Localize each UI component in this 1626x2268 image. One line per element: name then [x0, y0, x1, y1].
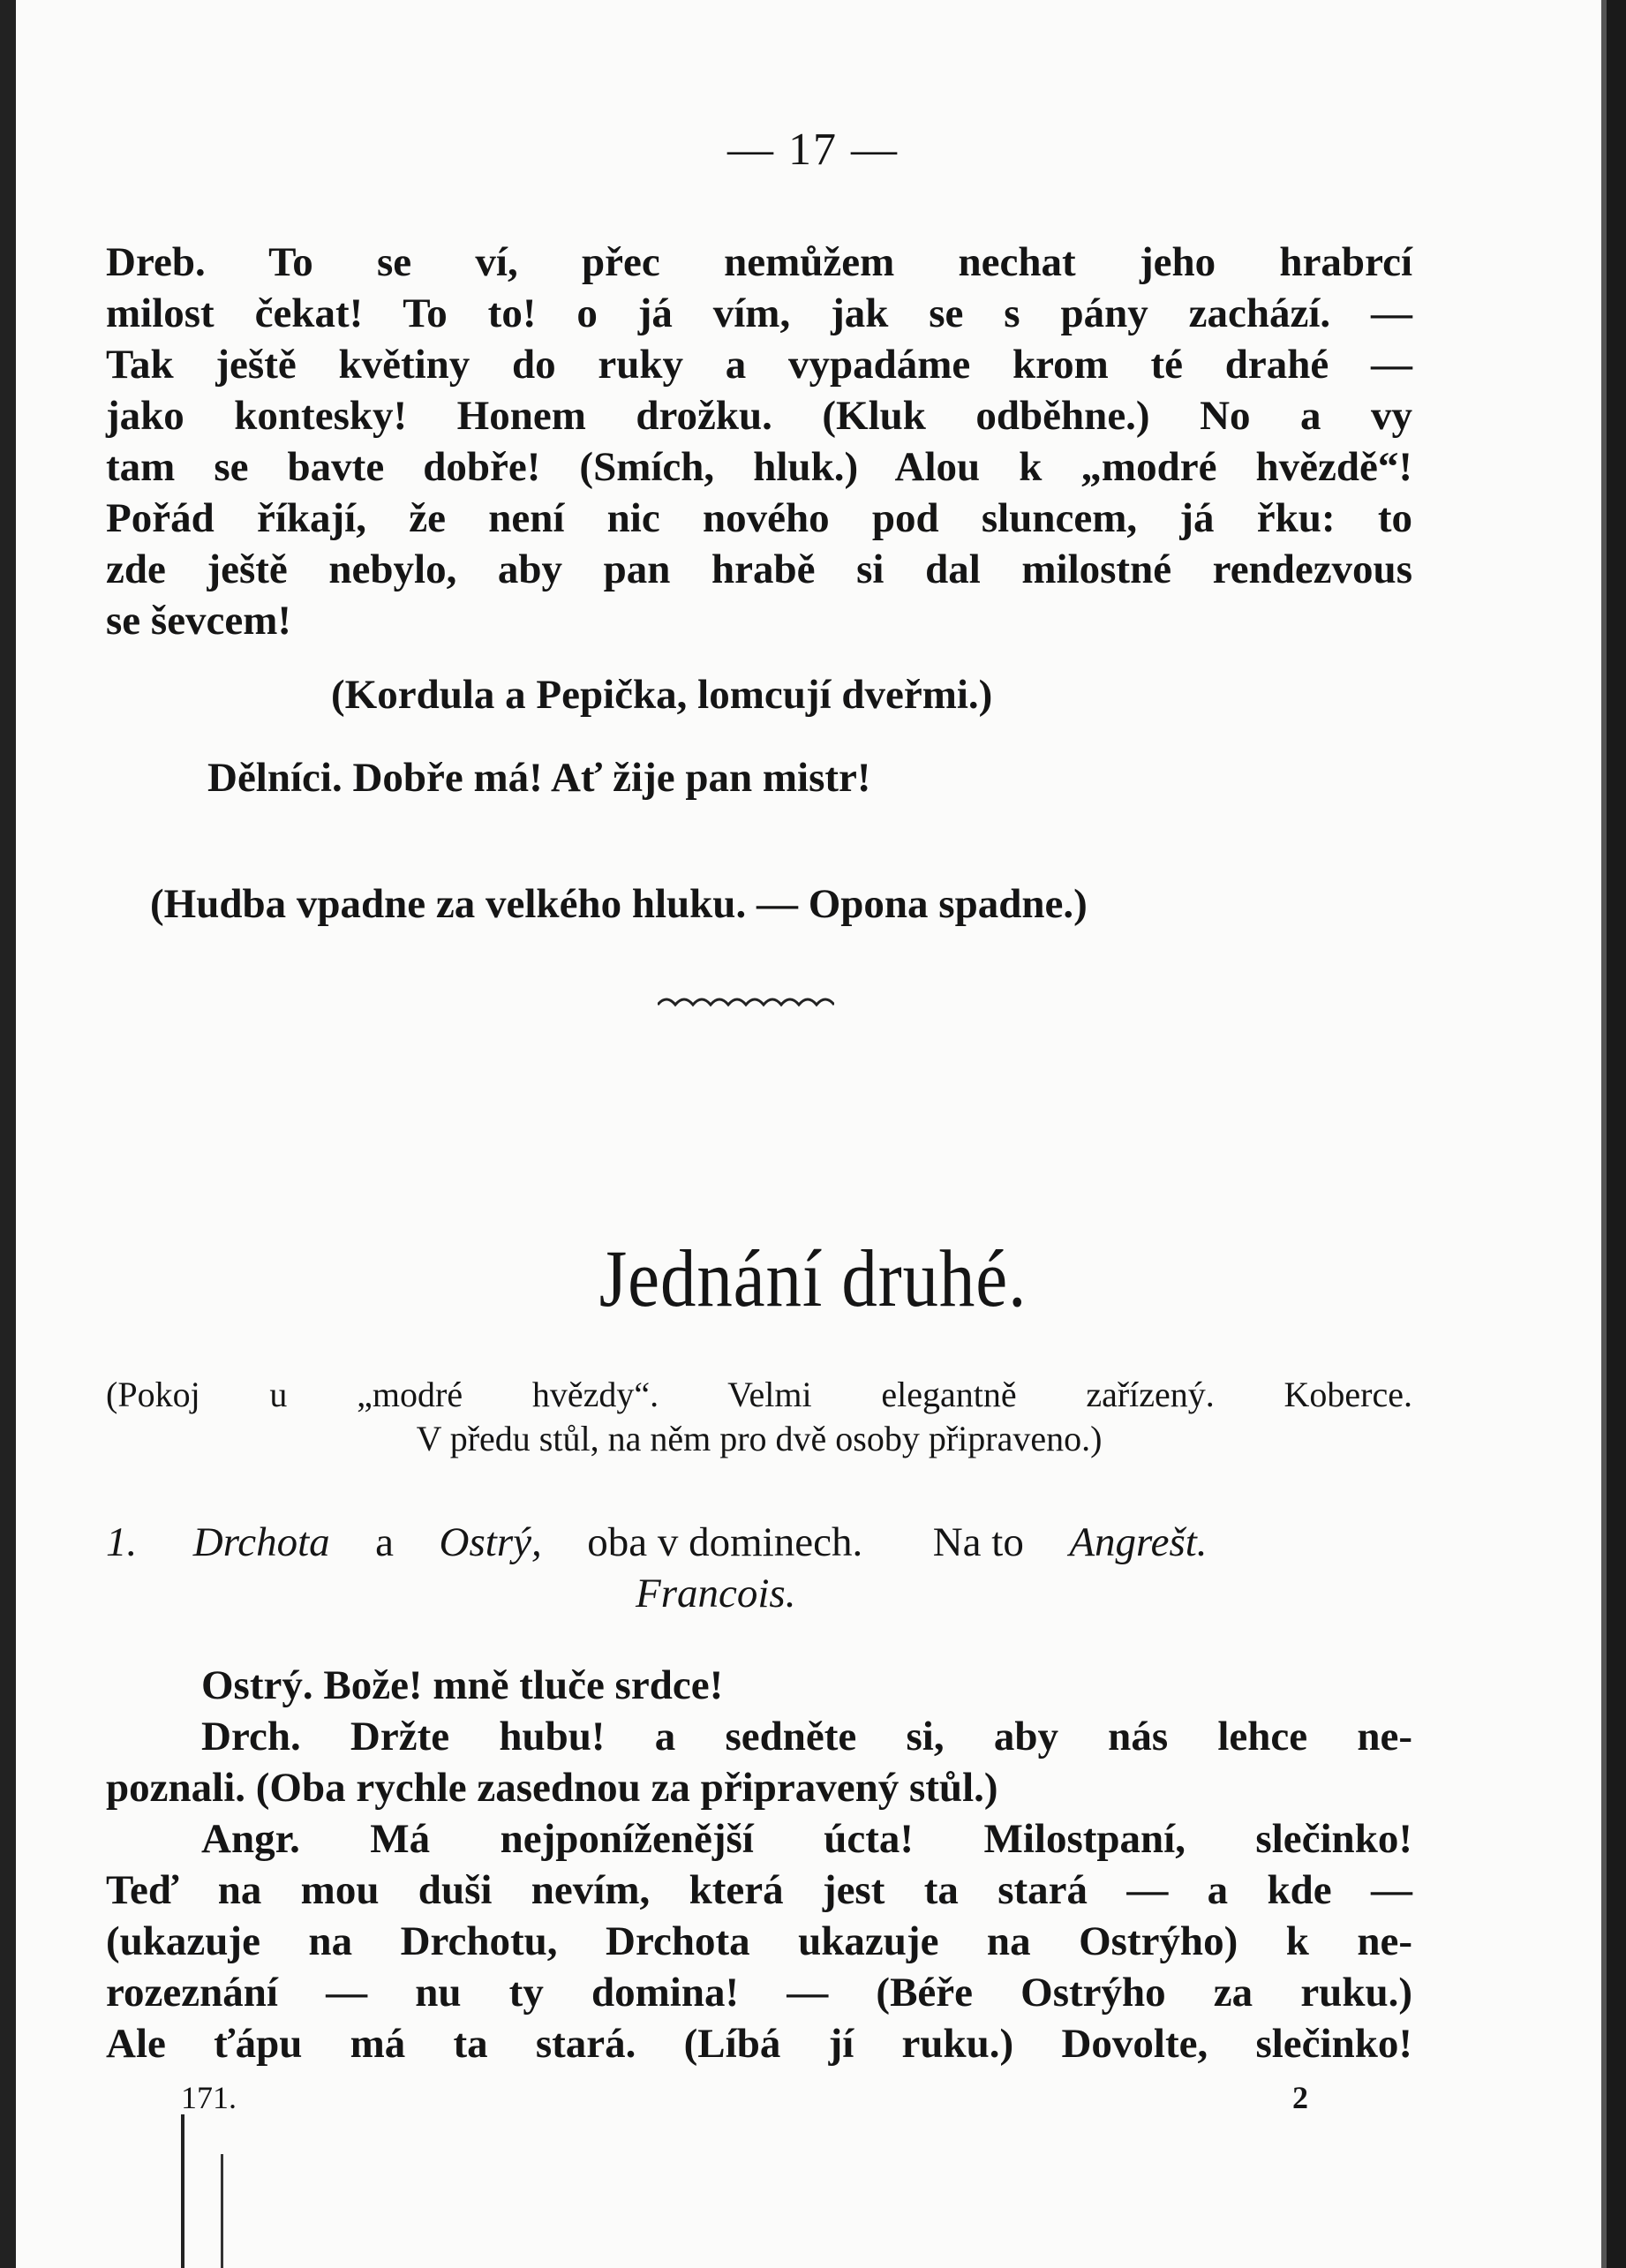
scene-na-to: Na to: [932, 1519, 1024, 1565]
character-angrest: Angrešt.: [1069, 1519, 1208, 1565]
scene-description: oba v dominech.: [587, 1519, 863, 1565]
stage-direction: (Kordula a Pepička, lomcují dveřmi.): [331, 672, 993, 718]
dialogue-line: Angr. Má nejponíženější úcta! Milostpaní, slečinko!: [201, 1816, 1412, 1862]
speech-line: se ševcem!: [106, 598, 292, 644]
setting-line: (Pokoj u „modré hvězdy“. Velmi elegantně zařízený. Koberce.: [106, 1375, 1412, 1414]
scene-number: 1.: [106, 1519, 138, 1565]
speech-line: milost čekat! To to! o já vím, jak se s pány zachází. —: [106, 290, 1412, 336]
speech-workers: Dělníci. Dobře má! Ať žije pan mistr!: [207, 755, 871, 801]
dialogue-line: Teď na mou duši nevím, která jest ta stará — a kde —: [106, 1867, 1412, 1913]
page-number: — 17 —: [727, 124, 899, 175]
scene-heading: [106, 1517, 1412, 1568]
binding-mark: [181, 2114, 184, 2268]
dialogue-line: Ostrý. Bože! mně tluče srdce!: [201, 1662, 724, 1708]
character-drchota: Drchota: [192, 1519, 330, 1565]
character-ostry: Ostrý,: [439, 1519, 542, 1565]
stage-direction-curtain: (Hudba vpadne za velkého hluku. — Opona spadne.): [150, 881, 1088, 927]
dialogue-line: rozeznání — nu ty domina! — (Béře Ostrýho za ruku.): [106, 1970, 1412, 2016]
dialogue-line: (ukazuje na Drchotu, Drchota ukazuje na Ostrýho) k ne-: [106, 1918, 1412, 1964]
sheet-number: 2: [1292, 2080, 1308, 2115]
dialogue-line: Ale ťápu má ta stará. (Líbá jí ruku.) Dovolte, slečinko!: [106, 2021, 1412, 2067]
scene-conjunction: a: [375, 1519, 395, 1565]
speech-line: tam se bavte dobře! (Smích, hluk.) Alou k „modré hvězdě“!: [106, 444, 1412, 490]
character-francois: Francois.: [636, 1571, 796, 1616]
setting-line: V předu stůl, na něm pro dvě osoby připraveno.): [416, 1419, 1103, 1458]
printer-signature: 171.: [181, 2080, 237, 2115]
page-left-edge: [0, 0, 16, 2268]
speech-line: Tak ještě květiny do ruky a vypadáme krom té drahé —: [106, 342, 1412, 388]
speech-line: Dreb. To se ví, přec nemůžem nechat jeho hrabrcí: [106, 239, 1412, 285]
dialogue-line: Drch. Držte hubu! a sedněte si, aby nás lehce ne-: [201, 1714, 1412, 1759]
dialogue-line: poznali. (Oba rychle zasednou za připravený stůl.): [106, 1765, 998, 1811]
page-right-edge: [1607, 0, 1626, 2268]
act-title: Jednání druhé.: [598, 1233, 1028, 1323]
speech-line: jako kontesky! Honem drožku. (Kluk odběhne.) No a vy: [106, 393, 1412, 439]
speech-line: Pořád říkají, že není nic nového pod sluncem, já řku: to: [106, 495, 1412, 541]
ornament-divider: [658, 991, 834, 1012]
speech-line: zde ještě nebylo, aby pan hrabě si dal milostné rendezvous: [106, 546, 1412, 592]
binding-mark-secondary: [221, 2154, 223, 2268]
